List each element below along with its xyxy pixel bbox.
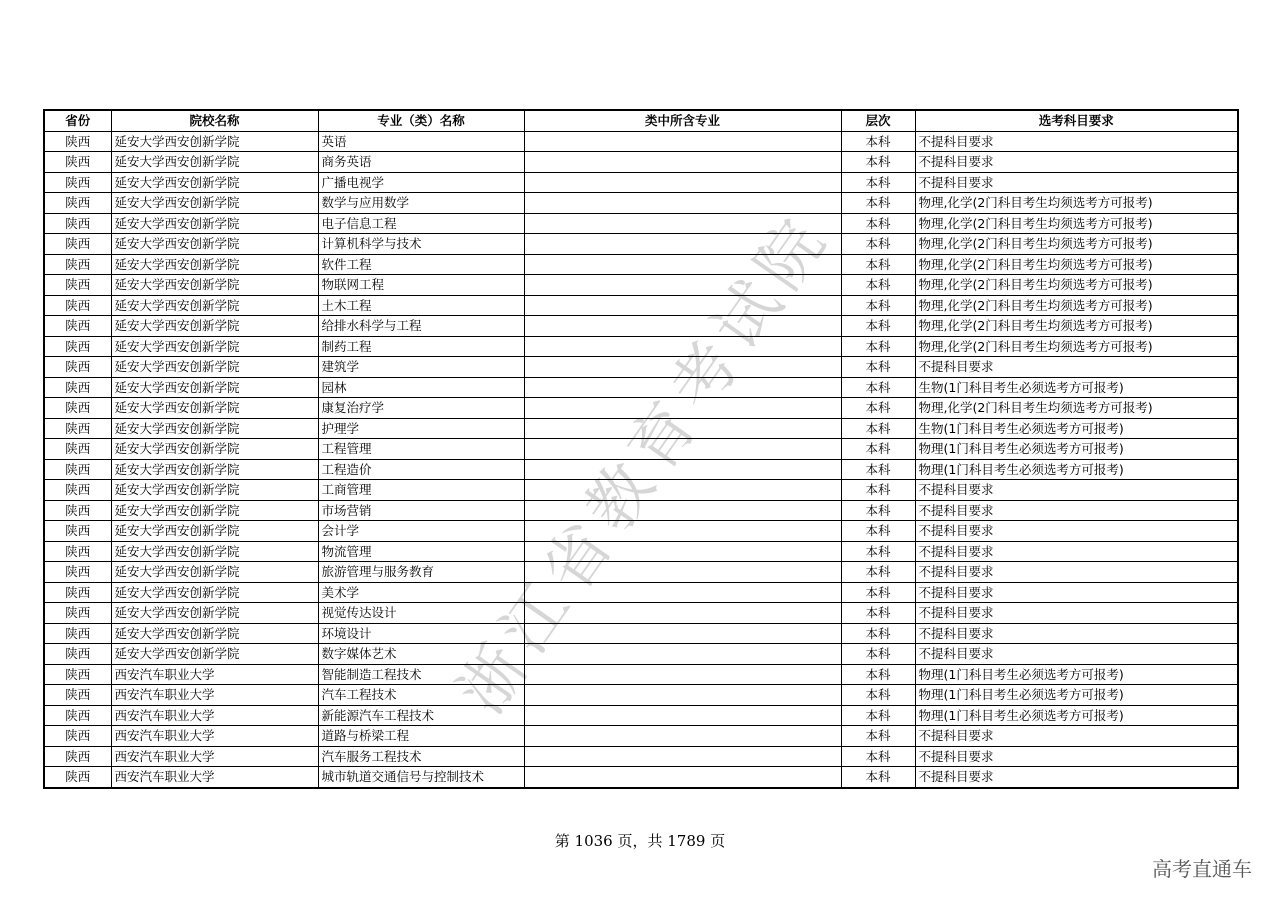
table-row <box>44 726 1238 747</box>
header-major-name: 专业（类）名称 <box>318 110 524 131</box>
cell-school-name: 延安大学西安创新学院 <box>111 357 318 378</box>
cell-school-name: 延安大学西安创新学院 <box>111 521 318 542</box>
table-row <box>44 377 1238 398</box>
cell-subject-requirement: 物理,化学(2门科目考生均须选考方可报考) <box>915 213 1238 234</box>
cell-included-majors <box>524 254 841 275</box>
cell-province: 陕西 <box>44 562 111 583</box>
cell-major-name: 物联网工程 <box>318 275 524 296</box>
cell-province: 陕西 <box>44 418 111 439</box>
cell-province: 陕西 <box>44 377 111 398</box>
cell-province: 陕西 <box>44 664 111 685</box>
cell-school-name: 延安大学西安创新学院 <box>111 459 318 480</box>
cell-school-name: 延安大学西安创新学院 <box>111 418 318 439</box>
cell-included-majors <box>524 131 841 152</box>
cell-school-name: 西安汽车职业大学 <box>111 767 318 788</box>
cell-subject-requirement: 不提科目要求 <box>915 541 1238 562</box>
cell-school-name: 延安大学西安创新学院 <box>111 193 318 214</box>
cell-included-majors <box>524 152 841 173</box>
table-row <box>44 131 1238 152</box>
table-row <box>44 603 1238 624</box>
cell-subject-requirement: 物理(1门科目考生必须选考方可报考) <box>915 685 1238 706</box>
cell-level: 本科 <box>841 398 915 419</box>
cell-included-majors <box>524 213 841 234</box>
cell-included-majors <box>524 664 841 685</box>
cell-subject-requirement: 不提科目要求 <box>915 172 1238 193</box>
cell-level: 本科 <box>841 603 915 624</box>
cell-subject-requirement: 不提科目要求 <box>915 480 1238 501</box>
cell-province: 陕西 <box>44 439 111 460</box>
cell-level: 本科 <box>841 500 915 521</box>
cell-province: 陕西 <box>44 193 111 214</box>
cell-school-name: 延安大学西安创新学院 <box>111 541 318 562</box>
cell-subject-requirement: 不提科目要求 <box>915 623 1238 644</box>
cell-province: 陕西 <box>44 459 111 480</box>
cell-province: 陕西 <box>44 541 111 562</box>
cell-major-name: 给排水科学与工程 <box>318 316 524 337</box>
cell-major-name: 英语 <box>318 131 524 152</box>
cell-school-name: 西安汽车职业大学 <box>111 664 318 685</box>
cell-subject-requirement: 不提科目要求 <box>915 746 1238 767</box>
header-school-name: 院校名称 <box>111 110 318 131</box>
cell-province: 陕西 <box>44 357 111 378</box>
cell-included-majors <box>524 193 841 214</box>
table-row <box>44 521 1238 542</box>
cell-school-name: 延安大学西安创新学院 <box>111 439 318 460</box>
cell-included-majors <box>524 705 841 726</box>
cell-included-majors <box>524 357 841 378</box>
cell-major-name: 市场营销 <box>318 500 524 521</box>
corner-watermark: 高考直通车 <box>1152 857 1252 881</box>
cell-level: 本科 <box>841 377 915 398</box>
cell-subject-requirement: 物理,化学(2门科目考生均须选考方可报考) <box>915 275 1238 296</box>
cell-subject-requirement: 物理,化学(2门科目考生均须选考方可报考) <box>915 254 1238 275</box>
admission-requirements-table <box>43 109 1239 789</box>
cell-subject-requirement: 生物(1门科目考生必须选考方可报考) <box>915 377 1238 398</box>
cell-major-name: 制药工程 <box>318 336 524 357</box>
cell-major-name: 园林 <box>318 377 524 398</box>
cell-province: 陕西 <box>44 726 111 747</box>
cell-province: 陕西 <box>44 295 111 316</box>
cell-major-name: 软件工程 <box>318 254 524 275</box>
cell-school-name: 延安大学西安创新学院 <box>111 152 318 173</box>
cell-subject-requirement: 不提科目要求 <box>915 603 1238 624</box>
cell-school-name: 延安大学西安创新学院 <box>111 562 318 583</box>
cell-major-name: 城市轨道交通信号与控制技术 <box>318 767 524 788</box>
cell-level: 本科 <box>841 295 915 316</box>
cell-level: 本科 <box>841 562 915 583</box>
table-row <box>44 172 1238 193</box>
cell-level: 本科 <box>841 705 915 726</box>
cell-major-name: 工商管理 <box>318 480 524 501</box>
cell-level: 本科 <box>841 234 915 255</box>
cell-province: 陕西 <box>44 398 111 419</box>
cell-province: 陕西 <box>44 480 111 501</box>
cell-level: 本科 <box>841 767 915 788</box>
cell-included-majors <box>524 685 841 706</box>
table-row <box>44 562 1238 583</box>
cell-level: 本科 <box>841 357 915 378</box>
cell-school-name: 延安大学西安创新学院 <box>111 500 318 521</box>
cell-province: 陕西 <box>44 644 111 665</box>
table-row <box>44 705 1238 726</box>
cell-level: 本科 <box>841 418 915 439</box>
table-row <box>44 459 1238 480</box>
cell-subject-requirement: 不提科目要求 <box>915 500 1238 521</box>
cell-school-name: 延安大学西安创新学院 <box>111 480 318 501</box>
cell-level: 本科 <box>841 459 915 480</box>
table-body <box>44 131 1238 788</box>
cell-subject-requirement: 物理,化学(2门科目考生均须选考方可报考) <box>915 295 1238 316</box>
table-row <box>44 418 1238 439</box>
cell-level: 本科 <box>841 275 915 296</box>
table-row <box>44 746 1238 767</box>
cell-subject-requirement: 不提科目要求 <box>915 562 1238 583</box>
cell-province: 陕西 <box>44 521 111 542</box>
cell-major-name: 美术学 <box>318 582 524 603</box>
cell-included-majors <box>524 562 841 583</box>
cell-included-majors <box>524 582 841 603</box>
cell-level: 本科 <box>841 439 915 460</box>
cell-major-name: 计算机科学与技术 <box>318 234 524 255</box>
cell-level: 本科 <box>841 664 915 685</box>
table-row <box>44 500 1238 521</box>
cell-province: 陕西 <box>44 500 111 521</box>
table-header <box>44 110 1238 131</box>
page-number: 第 1036 页，共 1789 页 <box>554 832 726 850</box>
cell-province: 陕西 <box>44 234 111 255</box>
cell-major-name: 旅游管理与服务教育 <box>318 562 524 583</box>
cell-included-majors <box>524 767 841 788</box>
cell-level: 本科 <box>841 623 915 644</box>
cell-included-majors <box>524 603 841 624</box>
cell-level: 本科 <box>841 521 915 542</box>
cell-subject-requirement: 物理,化学(2门科目考生均须选考方可报考) <box>915 398 1238 419</box>
cell-included-majors <box>524 480 841 501</box>
cell-school-name: 延安大学西安创新学院 <box>111 213 318 234</box>
cell-subject-requirement: 物理,化学(2门科目考生均须选考方可报考) <box>915 336 1238 357</box>
table-row <box>44 480 1238 501</box>
cell-province: 陕西 <box>44 316 111 337</box>
cell-major-name: 商务英语 <box>318 152 524 173</box>
cell-major-name: 环境设计 <box>318 623 524 644</box>
cell-province: 陕西 <box>44 623 111 644</box>
table-row <box>44 664 1238 685</box>
cell-school-name: 延安大学西安创新学院 <box>111 172 318 193</box>
cell-province: 陕西 <box>44 336 111 357</box>
table-row <box>44 623 1238 644</box>
cell-subject-requirement: 不提科目要求 <box>915 767 1238 788</box>
cell-subject-requirement: 不提科目要求 <box>915 131 1238 152</box>
cell-province: 陕西 <box>44 705 111 726</box>
cell-school-name: 延安大学西安创新学院 <box>111 377 318 398</box>
cell-province: 陕西 <box>44 767 111 788</box>
cell-major-name: 广播电视学 <box>318 172 524 193</box>
watermark-text: 浙江省教育考试院 <box>444 199 846 728</box>
table-row <box>44 398 1238 419</box>
cell-province: 陕西 <box>44 131 111 152</box>
table-row <box>44 152 1238 173</box>
cell-major-name: 工程管理 <box>318 439 524 460</box>
table-row <box>44 541 1238 562</box>
cell-major-name: 会计学 <box>318 521 524 542</box>
cell-subject-requirement: 物理(1门科目考生必须选考方可报考) <box>915 439 1238 460</box>
cell-level: 本科 <box>841 726 915 747</box>
cell-level: 本科 <box>841 152 915 173</box>
cell-subject-requirement: 不提科目要求 <box>915 357 1238 378</box>
cell-province: 陕西 <box>44 152 111 173</box>
cell-major-name: 汽车服务工程技术 <box>318 746 524 767</box>
cell-subject-requirement: 物理,化学(2门科目考生均须选考方可报考) <box>915 316 1238 337</box>
table-row <box>44 234 1238 255</box>
cell-included-majors <box>524 418 841 439</box>
table-row <box>44 357 1238 378</box>
cell-subject-requirement: 生物(1门科目考生必须选考方可报考) <box>915 418 1238 439</box>
table-row <box>44 767 1238 788</box>
cell-included-majors <box>524 316 841 337</box>
cell-included-majors <box>524 459 841 480</box>
cell-included-majors <box>524 500 841 521</box>
header-row <box>44 110 1238 131</box>
cell-level: 本科 <box>841 336 915 357</box>
cell-included-majors <box>524 336 841 357</box>
cell-school-name: 西安汽车职业大学 <box>111 746 318 767</box>
table-row <box>44 336 1238 357</box>
cell-level: 本科 <box>841 480 915 501</box>
cell-level: 本科 <box>841 254 915 275</box>
cell-included-majors <box>524 623 841 644</box>
cell-level: 本科 <box>841 213 915 234</box>
cell-province: 陕西 <box>44 746 111 767</box>
cell-school-name: 延安大学西安创新学院 <box>111 254 318 275</box>
cell-major-name: 康复治疗学 <box>318 398 524 419</box>
cell-included-majors <box>524 275 841 296</box>
cell-province: 陕西 <box>44 213 111 234</box>
cell-major-name: 护理学 <box>318 418 524 439</box>
cell-school-name: 西安汽车职业大学 <box>111 726 318 747</box>
cell-major-name: 物流管理 <box>318 541 524 562</box>
cell-subject-requirement: 不提科目要求 <box>915 726 1238 747</box>
cell-included-majors <box>524 541 841 562</box>
cell-major-name: 智能制造工程技术 <box>318 664 524 685</box>
table-row <box>44 295 1238 316</box>
cell-subject-requirement: 不提科目要求 <box>915 152 1238 173</box>
cell-province: 陕西 <box>44 603 111 624</box>
cell-major-name: 电子信息工程 <box>318 213 524 234</box>
cell-province: 陕西 <box>44 254 111 275</box>
cell-subject-requirement: 不提科目要求 <box>915 582 1238 603</box>
cell-included-majors <box>524 521 841 542</box>
cell-subject-requirement: 物理,化学(2门科目考生均须选考方可报考) <box>915 234 1238 255</box>
cell-school-name: 延安大学西安创新学院 <box>111 603 318 624</box>
cell-level: 本科 <box>841 582 915 603</box>
cell-major-name: 新能源汽车工程技术 <box>318 705 524 726</box>
cell-major-name: 视觉传达设计 <box>318 603 524 624</box>
cell-included-majors <box>524 398 841 419</box>
cell-school-name: 延安大学西安创新学院 <box>111 582 318 603</box>
cell-school-name: 延安大学西安创新学院 <box>111 644 318 665</box>
cell-included-majors <box>524 172 841 193</box>
cell-level: 本科 <box>841 316 915 337</box>
cell-included-majors <box>524 644 841 665</box>
table-row <box>44 316 1238 337</box>
table-row <box>44 644 1238 665</box>
cell-major-name: 土木工程 <box>318 295 524 316</box>
cell-included-majors <box>524 295 841 316</box>
cell-school-name: 延安大学西安创新学院 <box>111 623 318 644</box>
cell-level: 本科 <box>841 541 915 562</box>
cell-major-name: 数字媒体艺术 <box>318 644 524 665</box>
cell-included-majors <box>524 377 841 398</box>
cell-province: 陕西 <box>44 275 111 296</box>
table-row <box>44 213 1238 234</box>
cell-level: 本科 <box>841 131 915 152</box>
header-level: 层次 <box>841 110 915 131</box>
cell-level: 本科 <box>841 193 915 214</box>
cell-level: 本科 <box>841 644 915 665</box>
table-row <box>44 582 1238 603</box>
cell-school-name: 西安汽车职业大学 <box>111 705 318 726</box>
header-subject-requirement: 选考科目要求 <box>915 110 1238 131</box>
table-row <box>44 275 1238 296</box>
cell-major-name: 数学与应用数学 <box>318 193 524 214</box>
cell-included-majors <box>524 234 841 255</box>
cell-province: 陕西 <box>44 172 111 193</box>
cell-subject-requirement: 不提科目要求 <box>915 644 1238 665</box>
cell-school-name: 延安大学西安创新学院 <box>111 316 318 337</box>
cell-subject-requirement: 物理(1门科目考生必须选考方可报考) <box>915 459 1238 480</box>
header-province: 省份 <box>44 110 111 131</box>
cell-subject-requirement: 物理(1门科目考生必须选考方可报考) <box>915 664 1238 685</box>
cell-included-majors <box>524 746 841 767</box>
cell-school-name: 延安大学西安创新学院 <box>111 275 318 296</box>
table-row <box>44 439 1238 460</box>
cell-province: 陕西 <box>44 685 111 706</box>
cell-school-name: 延安大学西安创新学院 <box>111 295 318 316</box>
cell-school-name: 延安大学西安创新学院 <box>111 336 318 357</box>
cell-subject-requirement: 物理(1门科目考生必须选考方可报考) <box>915 705 1238 726</box>
cell-level: 本科 <box>841 746 915 767</box>
cell-subject-requirement: 不提科目要求 <box>915 521 1238 542</box>
cell-subject-requirement: 物理,化学(2门科目考生均须选考方可报考) <box>915 193 1238 214</box>
header-included-majors: 类中所含专业 <box>524 110 841 131</box>
cell-school-name: 西安汽车职业大学 <box>111 685 318 706</box>
cell-level: 本科 <box>841 685 915 706</box>
cell-major-name: 道路与桥梁工程 <box>318 726 524 747</box>
table-row <box>44 254 1238 275</box>
cell-school-name: 延安大学西安创新学院 <box>111 234 318 255</box>
cell-school-name: 延安大学西安创新学院 <box>111 131 318 152</box>
cell-school-name: 延安大学西安创新学院 <box>111 398 318 419</box>
cell-included-majors <box>524 726 841 747</box>
cell-major-name: 汽车工程技术 <box>318 685 524 706</box>
table-row <box>44 685 1238 706</box>
table-row <box>44 193 1238 214</box>
cell-major-name: 工程造价 <box>318 459 524 480</box>
cell-major-name: 建筑学 <box>318 357 524 378</box>
cell-province: 陕西 <box>44 582 111 603</box>
cell-level: 本科 <box>841 172 915 193</box>
cell-included-majors <box>524 439 841 460</box>
